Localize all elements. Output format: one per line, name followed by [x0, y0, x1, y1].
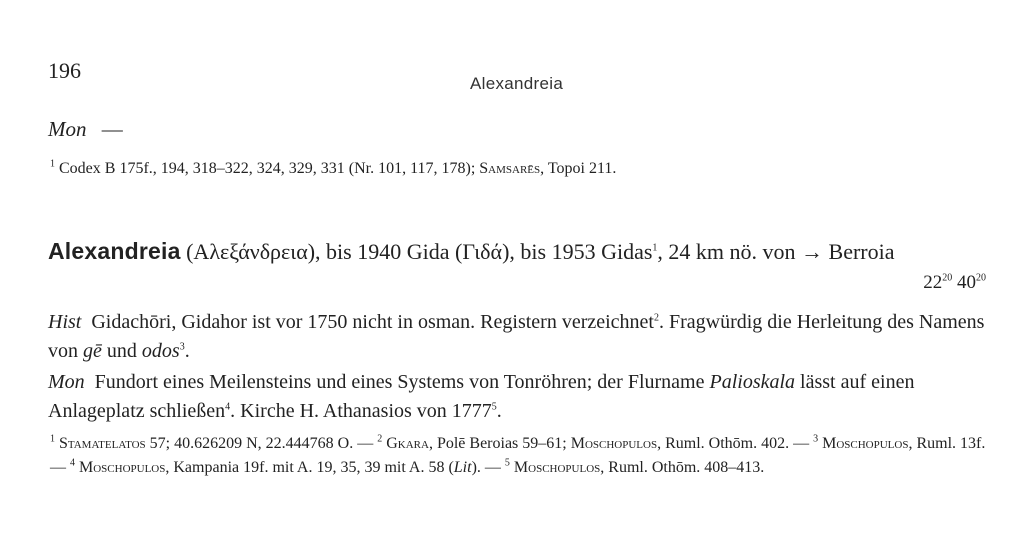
fn3-number: 3: [813, 433, 819, 445]
fn5-author: Moschopulos: [513, 459, 601, 476]
fn5-number: 5: [504, 457, 510, 469]
page-number: 196: [48, 58, 81, 83]
fn2-text: , Polē Beroias 59–61;: [428, 435, 571, 452]
coordinates: [923, 272, 986, 294]
prev-footnote-text: Codex B 175f., 194, 318–322, 324, 329, 331 (Nr. 101, 117, 178);: [59, 160, 480, 177]
footnotes: [50, 432, 1000, 480]
fn2-author: Gkara: [386, 435, 429, 452]
fn4-text-end: ). —: [471, 459, 505, 476]
hist-ge: gē: [83, 340, 102, 362]
prev-entry-mon: [48, 117, 123, 142]
fn3-author: Moschopulos: [822, 435, 909, 452]
entry-headline: [48, 238, 895, 265]
hist-text-2: . Fragwürdig die Herleitung des Namens von: [48, 311, 985, 362]
greek-name: (Αλεξάνδρεια), bis 1940 Gida (Γιδά), bis 1953 Gidas: [186, 239, 653, 264]
mon-text-1: Fundort eines Meilensteins und eines Systems von Tonröhren; der Flurname: [94, 371, 710, 393]
footnote-mark-4: 4: [225, 401, 231, 413]
fn1-text: 57; 40.626209 N, 22.444768 O. —: [145, 435, 378, 452]
footnote-mark-1: 1: [652, 242, 658, 254]
mon-palioskala: Palioskala: [709, 371, 796, 393]
hist-und: und: [101, 340, 142, 362]
lon-deg: 40: [957, 272, 976, 293]
lat-min: 20: [942, 272, 953, 284]
fn2-author-b: Moschopulos: [570, 435, 658, 452]
location: , 24 km nö. von → Berroia: [657, 239, 895, 264]
prev-footnote-author: Samsarēs: [479, 160, 541, 177]
fn4-number: 4: [70, 457, 75, 469]
footnote-mark-3: 3: [179, 341, 185, 353]
prev-entry-footnote: $^1$ Codex B 175f., 194, 318–322, 324, 329, 331 (Nr. 101, 117, 178); Samsarēs, Topoi 211.: [50, 158, 617, 177]
prev-footnote-tail: , Topoi 211.: [540, 160, 617, 177]
fn4-lit: Lit: [453, 459, 472, 476]
footnote-mark-2: 2: [653, 312, 659, 324]
fn5-text: , Ruml. Othōm. 408–413.: [600, 459, 765, 476]
lon-min: 20: [976, 272, 986, 284]
mon-label: Mon: [48, 371, 85, 393]
fn1-author: Stamatelatos: [59, 435, 146, 452]
hist-paragraph: Hist Gidachōri, Gidahor ist vor 1750 nicht in osman. Registern verzeichnet$^2$. Fragwürdig die Herleitung des Namens von gē und odos$^3$.: [48, 311, 985, 362]
hist-label: Hist: [48, 311, 82, 333]
running-head: Alexandreia: [470, 74, 564, 93]
fn3-text: , Ruml. 13f. —: [50, 435, 986, 476]
fn4-author: Moschopulos: [79, 459, 166, 476]
lat-deg: 22: [923, 272, 943, 293]
fn1-number: 1: [50, 433, 55, 445]
footnote-mark-5: 5: [491, 401, 497, 413]
fn2-text-b: , Ruml. Othōm. 402. —: [657, 435, 814, 452]
fn2-number: 2: [377, 433, 383, 445]
prev-mon-label: Mon: [48, 117, 87, 141]
mon-paragraph: Mon Fundort eines Meilensteins und eines Systems von Tonröhren; der Flurname Palioskala lässt auf einen Anlageplatz schließen$^4$. Kirche H. Athanasios von 1777$^5$.: [48, 371, 915, 422]
hist-text-1: Gidachōri, Gidahor ist vor 1750 nicht in osman. Registern verzeichnet: [91, 311, 654, 333]
hist-odos: odos: [141, 340, 180, 362]
prev-mon-text: —: [101, 117, 123, 141]
fn4-text: , Kampania 19f. mit A. 19, 35, 39 mit A. 58 (: [165, 459, 454, 476]
mon-text-2: lässt auf einen Anlageplatz schließen: [48, 371, 915, 422]
headword: Alexandreia: [48, 238, 181, 264]
mon-text-3: . Kirche H. Athanasios von 1777: [230, 400, 492, 422]
